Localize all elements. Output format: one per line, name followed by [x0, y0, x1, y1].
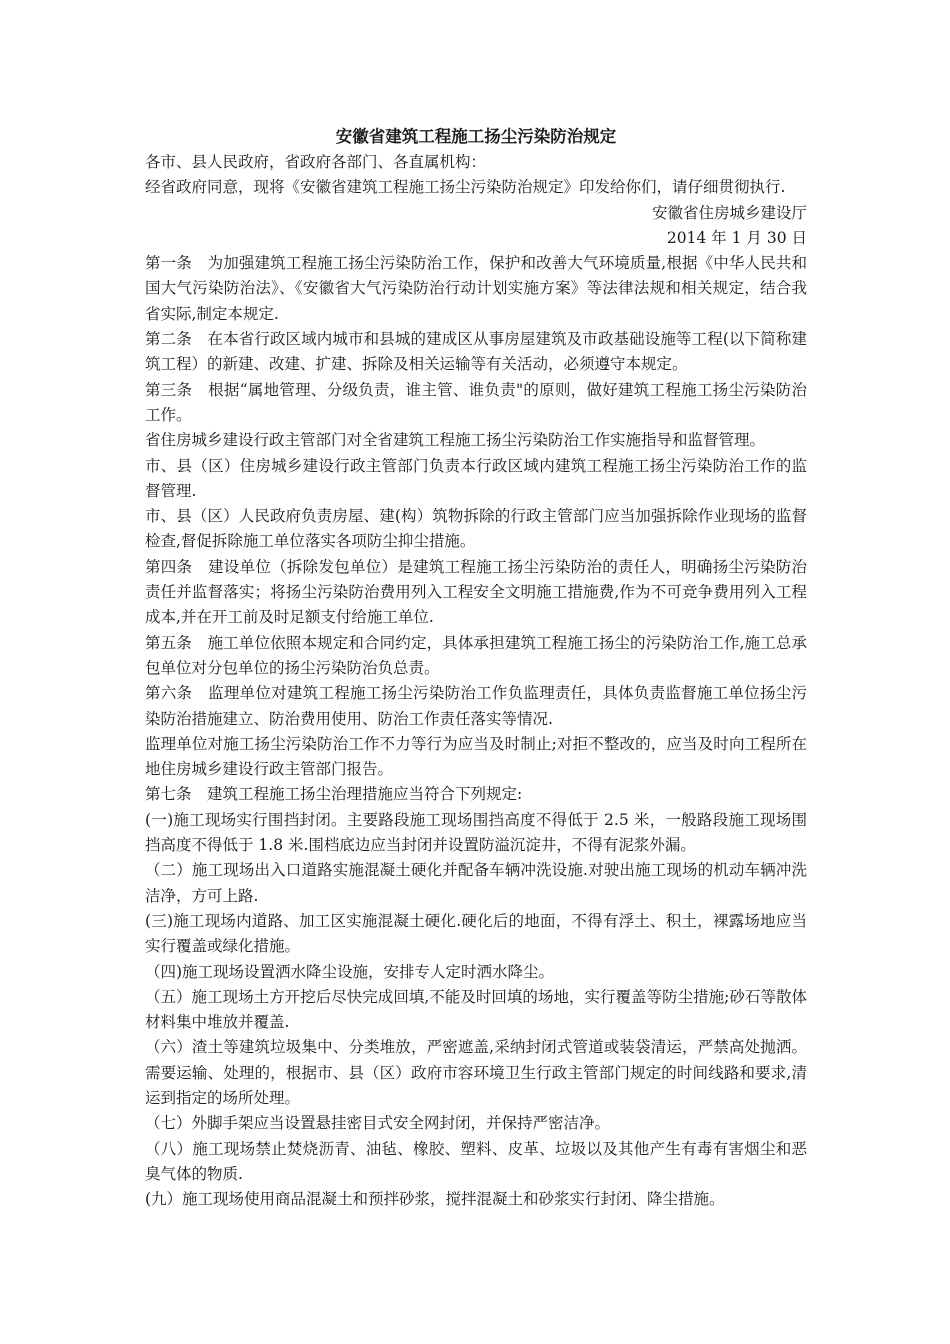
signature-date: 2014 年 1 月 30 日	[666, 228, 807, 247]
document-page	[145, 124, 807, 1212]
article-7: 第七条 建筑工程施工扬尘治理措施应当符合下列规定:	[145, 785, 523, 804]
article-7-item-5: （五）施工现场土方开挖后尽快完成回填,不能及时回填的场地，实行覆盖等防尘措施;砂石等散体材料集中堆放并覆盖.	[145, 987, 807, 1032]
article-6-clause-1: 监理单位对施工扬尘污染防治工作不力等行为应当及时制止;对拒不整改的，应当及时向工程所在地住房城乡建设行政主管部门报告。	[145, 734, 807, 779]
article-3-clause-3: 市、县（区）人民政府负责房屋、建(构）筑物拆除的行政主管部门应当加强拆除作业现场的监督检查,督促拆除施工单位落实各项防尘抑尘措施。	[145, 507, 807, 551]
article-7-item-7: （七）外脚手架应当设置悬挂密目式安全网封闭，并保持严密洁净。	[145, 1114, 611, 1133]
article-3-clause-1: 省住房城乡建设行政主管部门对全省建筑工程施工扬尘污染防治工作实施指导和监督管理。	[145, 431, 766, 450]
article-7-item-2: （二）施工现场出入口道路实施混凝土硬化并配备车辆冲洗设施.对驶出施工现场的机动车辆冲洗洁净，方可上路.	[145, 861, 807, 905]
article-6: 第六条 监理单位对建筑工程施工扬尘污染防治工作负监理责任，具体负责监督施工单位扬尘污染防治措施建立、防治费用使用、防治工作责任落实等情况.	[145, 684, 807, 728]
salutation: 各市、县人民政府，省政府各部门、各直属机构：	[145, 153, 487, 171]
intro-paragraph: 经省政府同意，现将《安徽省建筑工程施工扬尘污染防治规定》印发给你们，请仔细贯彻执行.	[145, 178, 786, 197]
article-2: 第二条 在本省行政区域内城市和县城的建成区从事房屋建筑及市政基础设施等工程(以下简称建筑工程）的新建、改建、扩建、拆除及相关运输等有关活动，必须遵守本规定。	[145, 330, 807, 374]
article-3: 第三条 根据“属地管理、分级负责，谁主管、谁负责"的原则，做好建筑工程施工扬尘污染防治工作。	[145, 380, 807, 424]
article-7-item-9: (九）施工现场使用商品混凝土和预拌砂浆，搅拌混凝土和砂浆实行封闭、降尘措施。	[145, 1190, 725, 1209]
article-7-item-8: （八）施工现场禁止焚烧沥青、油毡、橡胶、塑料、皮革、垃圾以及其他产生有毒有害烟尘和恶臭气体的物质.	[145, 1139, 807, 1183]
article-1: 第一条 为加强建筑工程施工扬尘污染防治工作，保护和改善大气环境质量,根据《中华人民共和国大气污染防治法》、《安徽省大气污染防治行动计划实施方案》等法律法规和相关规定，结合我省实际,制定本规定.	[145, 254, 807, 323]
signature-organization: 安徽省住房城乡建设厅	[651, 203, 807, 222]
article-7-item-1: (一)施工现场实行围挡封闭。主要路段施工现场围挡高度不得低于 2.5 米，一般路段施工现场围挡高度不得低于 1.8 米.围档底边应当封闭并设置防溢沉淀井，不得有泥浆外漏。	[145, 810, 807, 855]
document-title: 安徽省建筑工程施工扬尘污染防治规定	[335, 127, 617, 146]
article-7-item-6: （六）渣土等建筑垃圾集中、分类堆放，严密遮盖,采纳封闭式管道或装袋清运，严禁高处抛洒。需要运输、处理的，根据市、县（区）政府市容环境卫生行政主管部门规定的时间线路和要求,清运到指定的场所处理。	[145, 1038, 807, 1107]
article-4: 第四条 建设单位（拆除发包单位）是建筑工程施工扬尘污染防治的责任人，明确扬尘污染防治责任并监督落实；将扬尘污染防治费用列入工程安全文明施工措施费,作为不可竞争费用列入工程成本,并在开工前及时足额支付给施工单位.	[145, 557, 807, 627]
article-7-item-3: (三)施工现场内道路、加工区实施混凝土硬化.硬化后的地面，不得有浮土、积土，裸露场地应当实行覆盖或绿化措施。	[145, 911, 807, 956]
article-5: 第五条 施工单位依照本规定和合同约定，具体承担建筑工程施工扬尘的污染防治工作,施工总承包单位对分包单位的扬尘污染防治负总责。	[145, 633, 807, 677]
article-3-clause-2: 市、县（区）住房城乡建设行政主管部门负责本行政区域内建筑工程施工扬尘污染防治工作的监督管理.	[145, 456, 807, 500]
article-7-item-4: （四)施工现场设置洒水降尘设施，安排专人定时洒水降尘。	[145, 962, 555, 981]
